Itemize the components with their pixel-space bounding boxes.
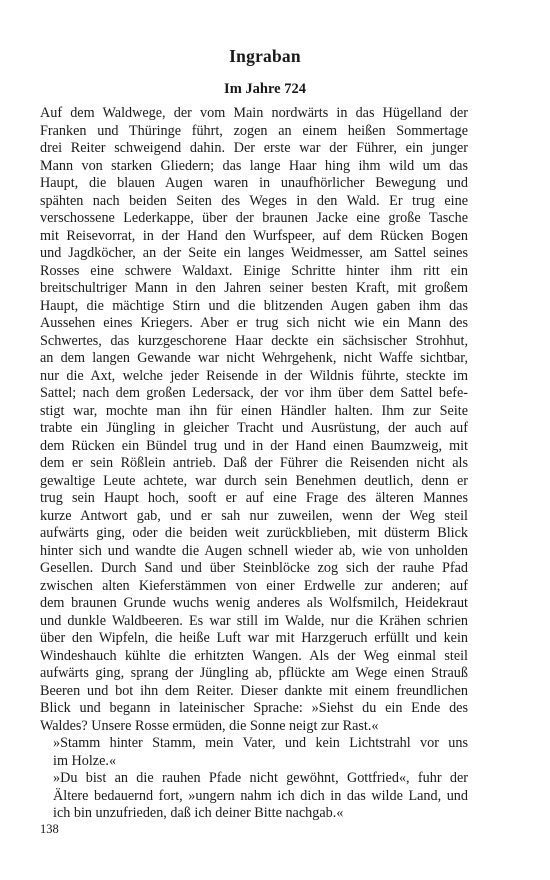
text-line: Franken und Thüringe führt, zogen an einem heißen Sommertage — [40, 122, 468, 139]
paragraph — [40, 735, 468, 770]
text-line: Ältere bedauernd fort, »ungern nahm ich dich in das wilde Land, und — [53, 787, 468, 804]
text-line: dem er sein Rößlein antrieb. Daß der Führer die Reisenden nicht als — [40, 455, 468, 471]
text-line: Rosses eine schwere Waldaxt. Einige Schritte hinter ihm ritt ein — [40, 262, 468, 279]
text-line: an dem langen Gewande war nicht Wehrgehenk, nicht Waffe sichtbar, — [40, 350, 468, 366]
paragraph — [40, 770, 468, 823]
chapter-title: Ingraban — [229, 46, 301, 66]
text-line: Haupt, die mächtige Stirn und die blitzenden Augen gaben ihm das — [40, 297, 468, 314]
text-line: Mann von starken Gliedern; das lange Haar hing ihm wild um das — [40, 157, 468, 174]
text-line: Beeren und bot ihn dem Reiter. Dieser dankte mit einem freundlichen — [40, 682, 468, 699]
text-line: ich bin unzufrieden, daß ich deiner Bitte nachgab.« — [53, 805, 344, 821]
page-number: 138 — [40, 822, 59, 836]
body-text — [40, 105, 468, 823]
paragraph — [40, 105, 468, 735]
text-line: »Stamm hinter Stamm, mein Vater, und kein Lichtstrahl vor uns — [53, 735, 468, 751]
text-line: nur die Axt, welche jeder Reisende in der Wildnis führte, steckte im — [40, 367, 468, 384]
text-line: Aussehen eines Kriegers. Aber er trug sich nicht wie ein Mann des — [40, 315, 468, 331]
text-line: über den Wipfeln, die heiße Luft war mit Harzgeruch erfüllt und kein — [40, 630, 468, 646]
text-line: Haupt, die blauen Augen waren in unaufhörlicher Bewegung und — [40, 175, 468, 191]
text-line: mit Reisevorrat, in der Hand den Wurfspeer, auf dem Rücken Bogen — [40, 227, 468, 244]
text-line: spähten nach beiden Seiten des Weges in den Wald. Er trug eine — [40, 192, 468, 209]
text-line: zwischen alten Kieferstämmen von einer Erdwelle zur anderen; auf — [40, 577, 468, 594]
text-line: »Du bist an die rauhen Pfade nicht gewöhnt, Gottfried«, fuhr der — [53, 770, 468, 786]
text-line: stigt war, mochte man ihn für einen Händler halten. Ihm zur Seite — [40, 402, 468, 419]
text-line: Auf dem Waldwege, der vom Main nordwärts in das Hügelland der — [40, 105, 468, 121]
text-line: drei Reiter schweigend dahin. Der erste war der Führer, ein junger — [40, 140, 468, 156]
chapter-subtitle: Im Jahre 724 — [224, 81, 306, 97]
text-line: Waldes? Unsere Rosse ermüden, die Sonne neigt zur Rast.« — [40, 717, 379, 734]
text-line: kurze Antwort gab, und er sah nur zuweilen, wenn der Weg steil — [40, 507, 468, 524]
text-line: Blick und begann in lateinischer Sprache: »Siehst du ein Ende des — [40, 700, 468, 716]
text-line: Gesellen. Durch Sand und über Steinblöcke zog sich der rauhe Pfad — [40, 560, 468, 576]
text-line: gewaltige Leute achtete, war durch sein Benehmen deutlich, denn er — [40, 472, 468, 489]
text-line: trug sein Haupt hoch, sooft er auf eine Frage des älteren Mannes — [40, 490, 468, 506]
text-line: und dunkle Waldbeeren. Es war still im Walde, nur die Krähen schrien — [40, 612, 468, 629]
text-line: dem Rücken ein Bündel trug und in der Hand einen Baumzweig, mit — [40, 437, 468, 454]
text-line: dem braunen Grunde wuchs wenig anderes als Wolfsmilch, Heidekraut — [40, 595, 468, 611]
text-line: hinter sich und wandte die Augen schnell wieder ab, wie von unholden — [40, 542, 468, 559]
text-line: breitschultriger Mann in den Jahren seiner besten Kraft, mit großem — [40, 280, 468, 296]
text-line: Sattel; nach dem großen Ledersack, der vor ihm über dem Sattel befe- — [40, 385, 468, 401]
text-line: aufwärts ging, oder die beiden weit zurückblieben, mit düsterm Blick — [40, 525, 468, 541]
text-line: Schwertes, das kurzgeschorene Haar deckte ein sächsischer Strohhut, — [40, 332, 468, 349]
text-line: aufwärts ging, sprang der Jüngling ab, pflückte am Wege einen Strauß — [40, 665, 468, 681]
text-line: im Holze.« — [53, 752, 117, 769]
text-line: verschossene Lederkappe, über der braunen Jacke eine große Tasche — [40, 210, 468, 226]
text-line: trabte ein Jüngling in gleicher Tracht und Ausrüstung, der auch auf — [40, 420, 468, 436]
text-line: Windeshauch kühlte die erhitzten Wangen. Als der Weg einmal steil — [40, 647, 468, 664]
text-line: und Jagdköcher, an der Seite ein langes Weidmesser, am Sattel seines — [40, 245, 468, 261]
